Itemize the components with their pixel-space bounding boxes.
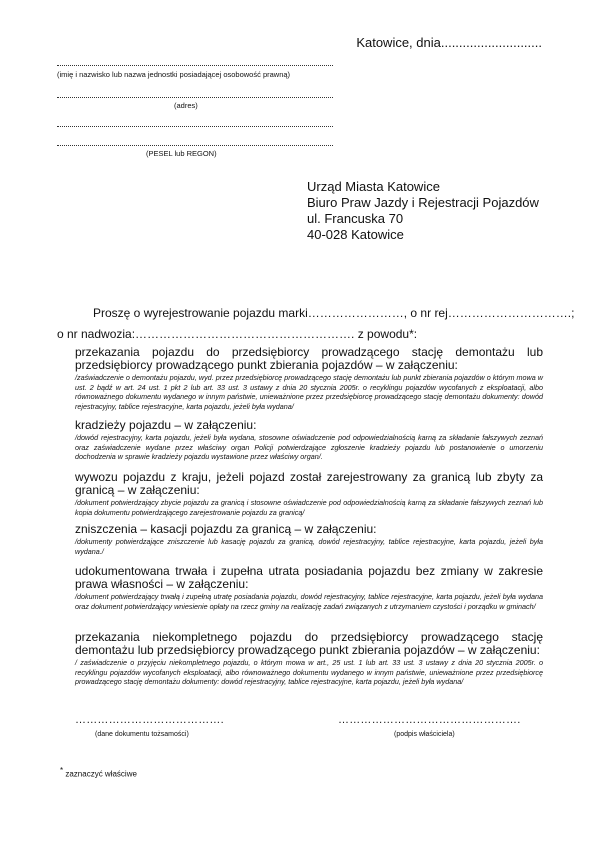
owner-signature-line: ………………………………………….: [338, 714, 521, 726]
reason-description: /dokument potwierdzający trwałą i zupełną utratę posiadania pojazdu, dowód rejestracyjny, tablice rejestracyjne, karta pojazdu, jeżeli była wydana oraz dokument potwierdzający wniesienie opłaty na rzecz gminy na realizację zadań związanych z utrzymaniem czystości i porządku w gminach/: [75, 592, 543, 611]
reason-title: wywozu pojazdu z kraju, jeżeli pojazd został zarejestrowany za granicą lub zbyty za granicą – w załączeniu:: [75, 470, 543, 497]
address-caption: (adres): [174, 101, 198, 110]
recipient-line: ul. Francuska 70: [307, 211, 404, 226]
owner-signature-caption: (podpis właściciela): [394, 731, 455, 738]
reason-title: przekazania niekompletnego pojazdu do przedsiębiorcy prowadzącego stację demontażu lub przedsiębiorcy prowadzącego punkt zbierania pojazdów – w załączeniu:: [75, 630, 543, 657]
reason-description: /dokumenty potwierdzające zniszczenie lub kasację pojazdu za granicą, dowód rejestracyjny, tablice rejestracyjne, karta pojazdu, jeżeli była wydana./: [75, 537, 543, 556]
name-line: [57, 65, 333, 66]
address-line-2: [57, 126, 333, 127]
reason-title: kradzieży pojazdu – w załączeniu:: [75, 418, 257, 432]
name-caption: (imię i nazwisko lub nazwa jednostki posiadającej osobowość prawną): [57, 70, 291, 79]
pesel-line: [57, 145, 333, 146]
reason-item: [75, 471, 543, 517]
request-line-2: o nr nadwozia:………………………………………………. z powodu*:: [57, 327, 418, 341]
footnote: [60, 766, 137, 779]
reason-title: zniszczenia – kasacji pojazdu za granicą – w załączeniu:: [75, 522, 377, 536]
reason-description: /zaświadczenie o demontażu pojazdu, wyd. przez przedsiębiorcę prowadzącego stację demontażu lub punkt zbierania pojazdów o którym mowa w ust. 2 bądź w art. 24 ust. 1 pkt 2 lub art. 33 ust. 3 ustawy z dnia 20 stycznia 2005r. o recyklingu pojazdów wycofanych z eksploatacji, albo równoważnego dokumentu wydanego w innym państwie, unieważnione przez przedsiębiorcę prowadzącego stację demontażu dokumenty: dowód rejestracyjny, tablice rejestracyjne, karta pojazdu, jeżeli była wydana/: [75, 373, 543, 411]
recipient-line: Urząd Miasta Katowice: [307, 179, 440, 194]
footnote-text: zaznaczyć właściwe: [63, 769, 137, 779]
request-line-1: Proszę o wyrejestrowanie pojazdu marki……………………, o nr rej………………………….;: [93, 306, 575, 320]
identity-document-caption: (dane dokumentu tożsamości): [95, 731, 189, 738]
pesel-caption: (PESEL lub REGON): [146, 149, 217, 158]
reason-description: /dowód rejestracyjny, karta pojazdu, jeżeli była wydana, stosowne oświadczenie pod odpowiedzialnością karną za składanie fałszywych zeznań oraz zaświadczenie wydane przez właściwy organ Policji potwierdzające zgłoszenie kradzieży pojazdu lub postanowienie o umorzeniu dochodzenia w sprawie kradzieży pojazdu wystawione przez właściwy organ/.: [75, 433, 543, 461]
reason-item: [75, 346, 543, 411]
reason-item: [75, 565, 543, 611]
reason-description: /dokument potwierdzający zbycie pojazdu za granicą i stosowne oświadczenie pod odpowiedzialnością karną za składanie fałszywych zeznań lub kopia dokumentu potwierdzającego zarejestrowanie pojazdu za granicą/: [75, 498, 543, 517]
recipient-address: [307, 179, 539, 243]
footnote-mark: *: [60, 766, 64, 775]
reason-description: / zaświadczenie o przyjęciu niekompletnego pojazdu, o którym mowa w art., 25 ust. 1 lub art. 33 ust. 3 ustawy z dnia 20 stycznia 2005r. o recyklingu pojazdów wycofanych eksploatacji, albo równoważnego dokumentu wydanego w innym państwie, unieważnione przez przedsiębiorcę prowadzącego stację demontażu dokumenty: dowód rejestracyjny, tablice rejestracyjne, karta pojazdu, jeżeli była wydana/: [75, 658, 543, 686]
reason-title: udokumentowana trwała i zupełna utrata posiadania pojazdu bez zmiany w zakresie prawa własności – w załączeniu:: [75, 564, 543, 591]
reason-item: [75, 523, 543, 556]
identity-document-line: ………………………………….: [75, 714, 224, 726]
reason-item: [75, 631, 543, 687]
recipient-line: Biuro Praw Jazdy i Rejestracji Pojazdów: [307, 195, 539, 210]
reason-item: [75, 419, 543, 462]
place-date: Katowice, dnia............................: [356, 35, 542, 50]
reason-title: przekazania pojazdu do przedsiębiorcy prowadzącego stację demontażu lub przedsiębiorcy prowadzącego punkt zbierania pojazdów – w załączeniu:: [75, 345, 543, 372]
recipient-line: 40-028 Katowice: [307, 227, 404, 242]
address-line: [57, 97, 333, 98]
